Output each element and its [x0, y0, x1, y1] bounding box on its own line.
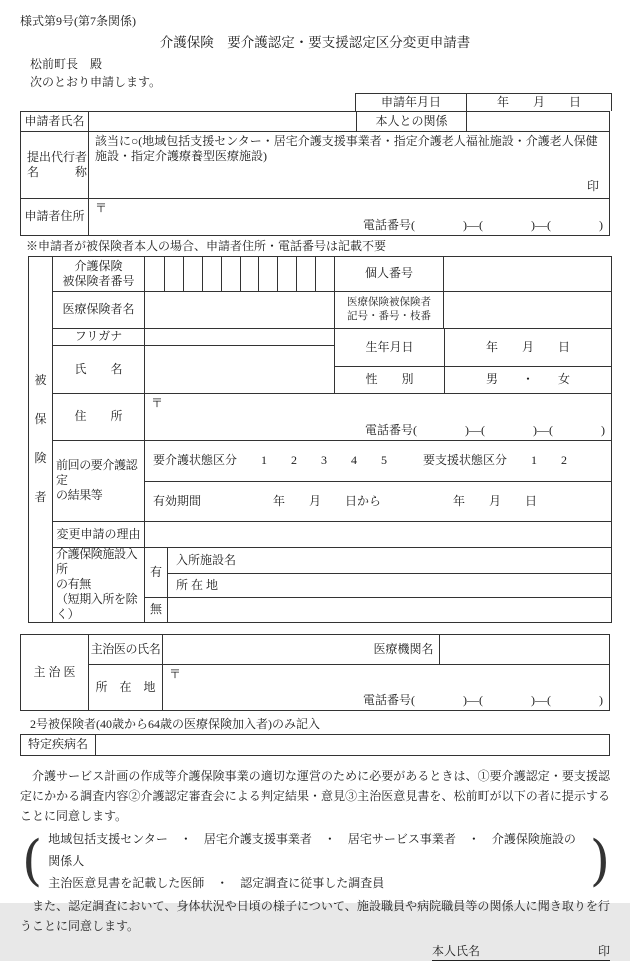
applicant-address-field [88, 199, 609, 235]
personal-number-field [443, 257, 611, 291]
birthdate-field: 年 月 日 [444, 329, 611, 366]
postal-mark: 〒 [95, 200, 108, 215]
insured-address-label: 住 所 [74, 409, 123, 424]
medical-symbol-field [443, 292, 611, 328]
applicant-address-label: 申請者住所 [24, 209, 85, 224]
facility-label-line3: （短期入所を除く） [56, 592, 138, 622]
application-date-field: 年 月 日 [466, 94, 611, 111]
medical-insurer-label: 医療保険者名 [62, 302, 135, 317]
postal-mark: 〒 [151, 395, 164, 410]
doctor-name-label: 主治医の氏名 [90, 641, 161, 656]
digit-box [183, 257, 202, 291]
insured-number-label-line2: 被保険者番号 [62, 273, 135, 288]
right-paren: ) [589, 829, 610, 893]
side-char: 保 [34, 412, 47, 427]
recipient-list-line1: 地域包括支援センター ・ 居宅介護支援事業者 ・ 居宅サービス事業者 ・ 介護保険施設の関係人 [48, 831, 576, 868]
form-number: 様式第9号(第7条関係) [20, 14, 136, 28]
digit-box [240, 257, 259, 291]
digit-box [296, 257, 315, 291]
applicant-table [20, 93, 610, 236]
page-title: 介護保険 要介護認定・要支援認定区分変更申請書 [159, 35, 471, 50]
facility-label-line2: の有無 [56, 577, 91, 592]
previous-result-label [53, 441, 144, 521]
disease-table [20, 734, 610, 756]
facility-address-label: 所 在 地 [167, 573, 611, 597]
facility-yes-label: 有 [149, 564, 162, 579]
care-level-line: 要介護状態区分 1 2 3 4 5 要支援状態区分 1 2 [153, 453, 568, 468]
digit-box [277, 257, 296, 291]
digit-box [258, 257, 277, 291]
disease-field [96, 735, 609, 755]
doctor-address-field [162, 665, 609, 710]
doctor-table [20, 634, 610, 711]
furigana-label: フリガナ [74, 329, 123, 344]
sex-label: 性 別 [365, 372, 414, 387]
signature-line [432, 944, 610, 961]
medical-insurer-field [144, 292, 334, 328]
doctor-section-label: 主 治 医 [21, 635, 89, 710]
digit-box [202, 257, 221, 291]
agent-label-line2: 名 称 [27, 164, 88, 179]
insured-number-boxes [144, 257, 334, 291]
medical-symbol-label [334, 292, 443, 328]
insured-phone-line: 電話番号( )—( )—( ) [365, 422, 605, 437]
postal-mark: 〒 [169, 666, 182, 681]
doctor-address-label: 所 在 地 [95, 679, 156, 694]
valid-period-line: 有効期間 年 月 日から 年 月 日 [145, 481, 611, 521]
applicant-name-label: 申請者氏名 [24, 113, 85, 128]
insured-address-field [144, 394, 611, 440]
insured-number-label-line1: 介護保険 [74, 258, 123, 273]
name-label: 氏 名 [74, 361, 123, 376]
side-char: 被 [34, 373, 47, 388]
side-char: 険 [34, 451, 47, 466]
furigana-field [144, 329, 334, 345]
consent-paragraph1: 介護サービス計画の作成等介護保険事業の適切な運営のために必要があるときは、①要介護認定・要支援認定にかかる調査内容②介護認定審査会による判定結果・意見③主治医意見書を、松前町が以下の者に提示することに同意します。 [20, 768, 610, 823]
previous-label-line2: の結果等 [56, 488, 103, 503]
change-reason-label: 変更申請の理由 [56, 526, 141, 541]
previous-label-line1: 前回の要介護認定 [56, 458, 138, 488]
agent-label-line1: 提出代行者 [27, 149, 88, 164]
medical-institution-field [439, 635, 609, 664]
change-reason-field [144, 522, 611, 547]
left-paren: ( [22, 829, 43, 893]
agent-name-label [21, 132, 88, 198]
recipient-list-line2: 主治医意見書を記載した医師 ・ 認定調査に従事した調査員 [48, 875, 385, 890]
agent-note: 該当に○(地域包括支援センター・居宅介護支援事業者・指定介護老人福祉施設・介護老人保健施設・指定介護療養型医療施設) [95, 133, 598, 163]
applicant-phone-line: 電話番号( )—( )—( ) [363, 217, 603, 232]
digit-box [145, 257, 164, 291]
insured-side-label [29, 257, 53, 622]
signature-seal-mark: 印 [597, 943, 610, 958]
birthdate-label: 生年月日 [365, 339, 414, 354]
facility-name-label: 入所施設名 [167, 548, 611, 573]
disease-label: 特定疾病名 [21, 735, 96, 755]
personal-number-label: 個人番号 [334, 257, 443, 291]
side-char: 者 [34, 490, 47, 505]
medical-symbol-label-line1: 医療保険被保険者 [347, 297, 431, 309]
application-date-row [355, 93, 612, 111]
application-date-label: 申請年月日 [380, 94, 441, 109]
insured-table [28, 256, 612, 623]
facility-no-field [167, 597, 611, 622]
consent-paragraph2: また、認定調査において、身体状況や日頃の様子について、施設職員や病院職員等の関係人に聞き取りを行うことに同意します。 [20, 898, 610, 933]
name-field [144, 346, 334, 393]
insured-number-label [53, 257, 144, 291]
note-no2-insured: 2号被保険者(40歳から64歳の医療保険加入者)のみ記入 [30, 716, 320, 731]
doctor-name-field [162, 635, 368, 664]
signature-label: 本人氏名 [432, 943, 481, 958]
relation-label: 本人との関係 [356, 112, 466, 131]
facility-admission-label [53, 548, 144, 622]
digit-box [164, 257, 183, 291]
facility-label-line1: 介護保険施設入所 [56, 547, 138, 577]
doctor-phone-line: 電話番号( )—( )—( ) [363, 692, 603, 707]
sex-field: 男 ・ 女 [444, 367, 611, 393]
relation-field [466, 112, 609, 131]
addressee: 松前町長 殿 [30, 56, 103, 71]
medical-symbol-label-line2: 記号・番号・枝番 [347, 310, 431, 322]
agent-seal-mark: 印 [586, 178, 599, 193]
note-applicant: ※申請者が被保険者本人の場合、申請者住所・電話番号は記載不要 [26, 238, 387, 253]
digit-box [221, 257, 240, 291]
agent-name-field [88, 132, 609, 198]
consent-recipient-list [22, 828, 610, 894]
medical-institution-label: 医療機関名 [373, 641, 434, 656]
digit-box [315, 257, 334, 291]
applicant-name-field [88, 112, 356, 131]
intro-text: 次のとおり申請します。 [30, 74, 162, 89]
facility-no-label: 無 [145, 597, 167, 622]
